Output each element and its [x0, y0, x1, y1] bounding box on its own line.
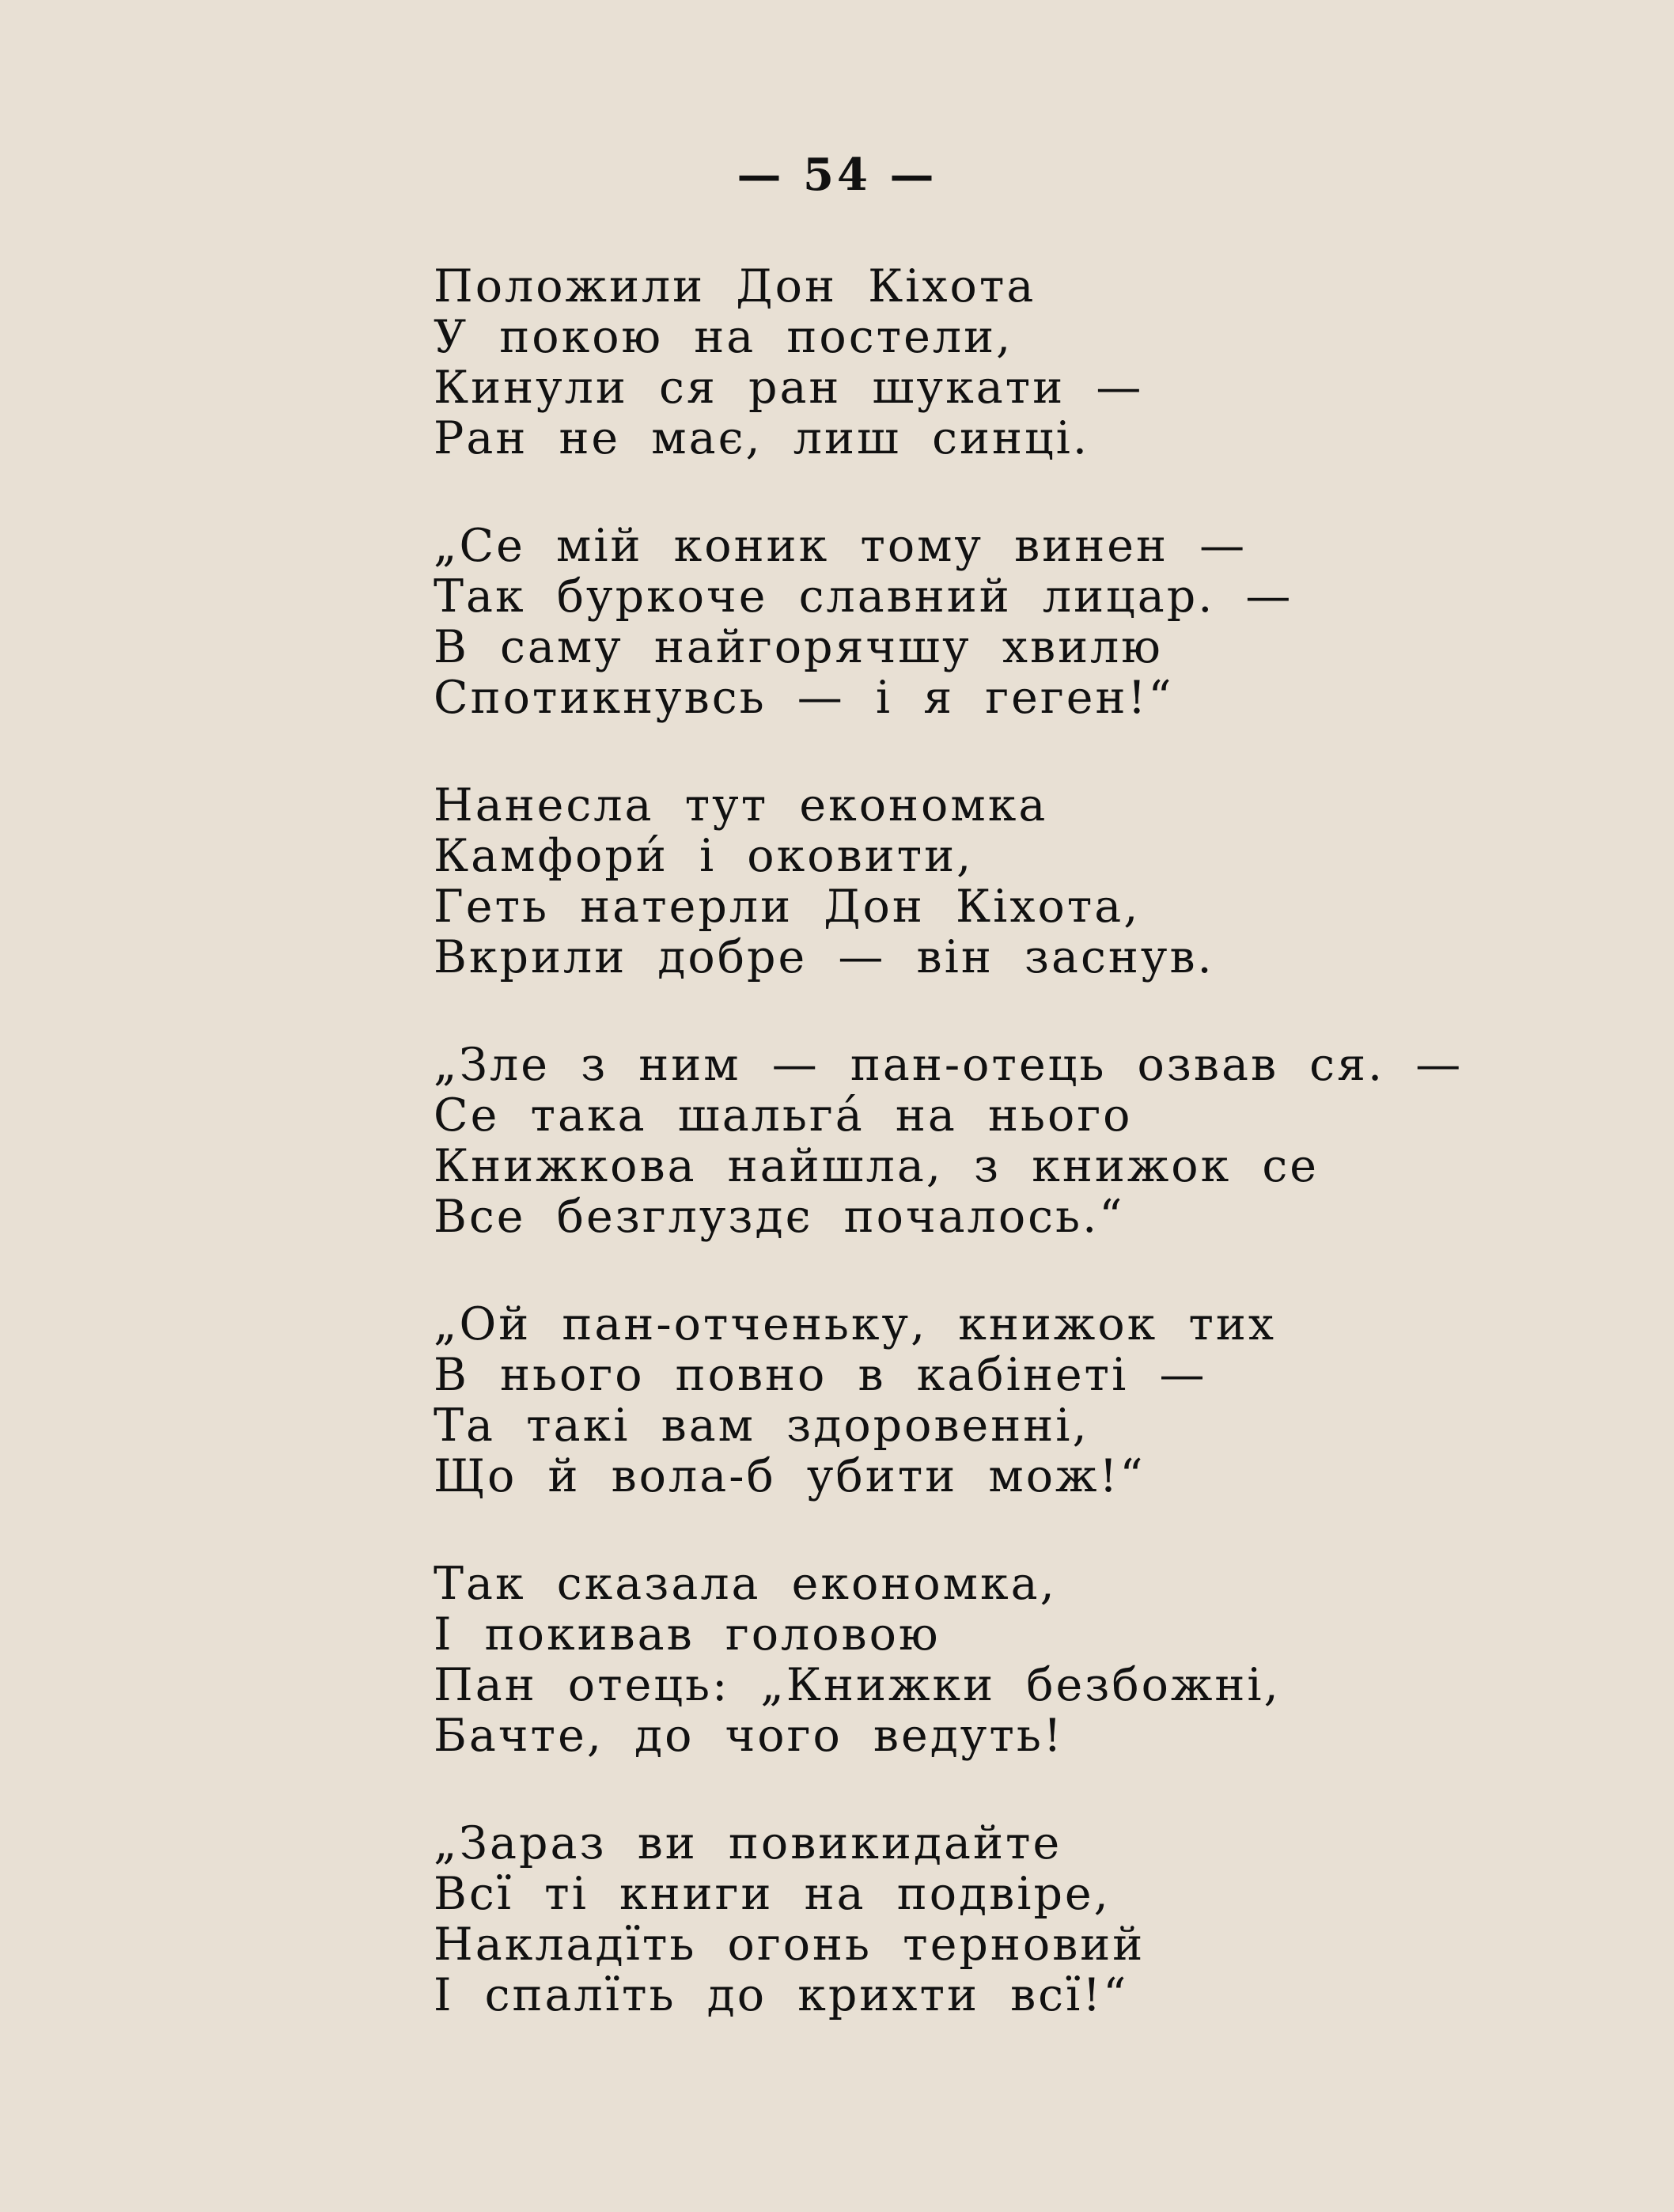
poem-line: Що й вола-б убити мож!“ — [434, 1450, 1146, 1502]
poem-line: Кинули ся ран шукати — — [434, 362, 1144, 414]
poem-line: „Ой пан-отченьку, книжок тих — [434, 1298, 1277, 1350]
poem-line: Вкрили добре — він заснув. — [434, 931, 1214, 983]
poem-line: Геть натерли Дон Кіхота, — [434, 881, 1141, 933]
poem-line: Книжкова найшла, з книжок се — [434, 1140, 1320, 1192]
poem-line: В саму найгорячшу хвилю — [434, 621, 1163, 673]
stanza-5 — [434, 1299, 1620, 1502]
poem-line: „Се мій коник тому винен — — [434, 520, 1248, 572]
poem-line: Спотикнувсь — і я геген!“ — [434, 672, 1174, 724]
poem-line: Нанесла тут економка — [434, 779, 1048, 831]
poem-line: І покивав головою — [434, 1608, 941, 1661]
stanza-3 — [434, 780, 1620, 983]
stanza-1 — [434, 261, 1620, 464]
poem-line: Положили Дон Кіхота — [434, 260, 1036, 312]
poem-line: „Зле з ним — пан-отець озвав ся. — — [434, 1039, 1464, 1091]
poem-line: Бачте, до чого ведуть! — [434, 1710, 1064, 1762]
poem-line: Так буркоче славний лицар. — — [434, 570, 1293, 623]
poem-line: Ран не має, лиш синці. — [434, 412, 1089, 464]
poem-line: В нього повно в кабінеті — — [434, 1349, 1207, 1401]
stanza-6 — [434, 1559, 1620, 1761]
page-number: — 54 — — [737, 149, 937, 201]
poem-line: І спалїть до крихти всї!“ — [434, 1969, 1129, 2021]
poem-line: Пан отець: „Книжки безбожні, — [434, 1659, 1281, 1711]
poem-body — [434, 261, 1620, 2078]
poem-line: Так сказала економка, — [434, 1558, 1057, 1610]
stanza-7 — [434, 1818, 1620, 2021]
poem-line: Камфори́ і оковити, — [434, 830, 974, 882]
poem-line: „Зараз ви повикидайте — [434, 1817, 1062, 1869]
poem-line: Та такі вам здоровенні, — [434, 1400, 1089, 1452]
poem-line: Накладїть огонь терновий — [434, 1918, 1146, 1971]
poem-line: Всї ті книги на подвіре, — [434, 1868, 1111, 1920]
stanza-4 — [434, 1040, 1620, 1242]
poem-line: Се така шальга́ на нього — [434, 1089, 1133, 1142]
stanza-2 — [434, 521, 1620, 723]
poem-line: Все безглуздє почалось.“ — [434, 1191, 1125, 1243]
poem-line: У покою на постели, — [434, 311, 1013, 363]
